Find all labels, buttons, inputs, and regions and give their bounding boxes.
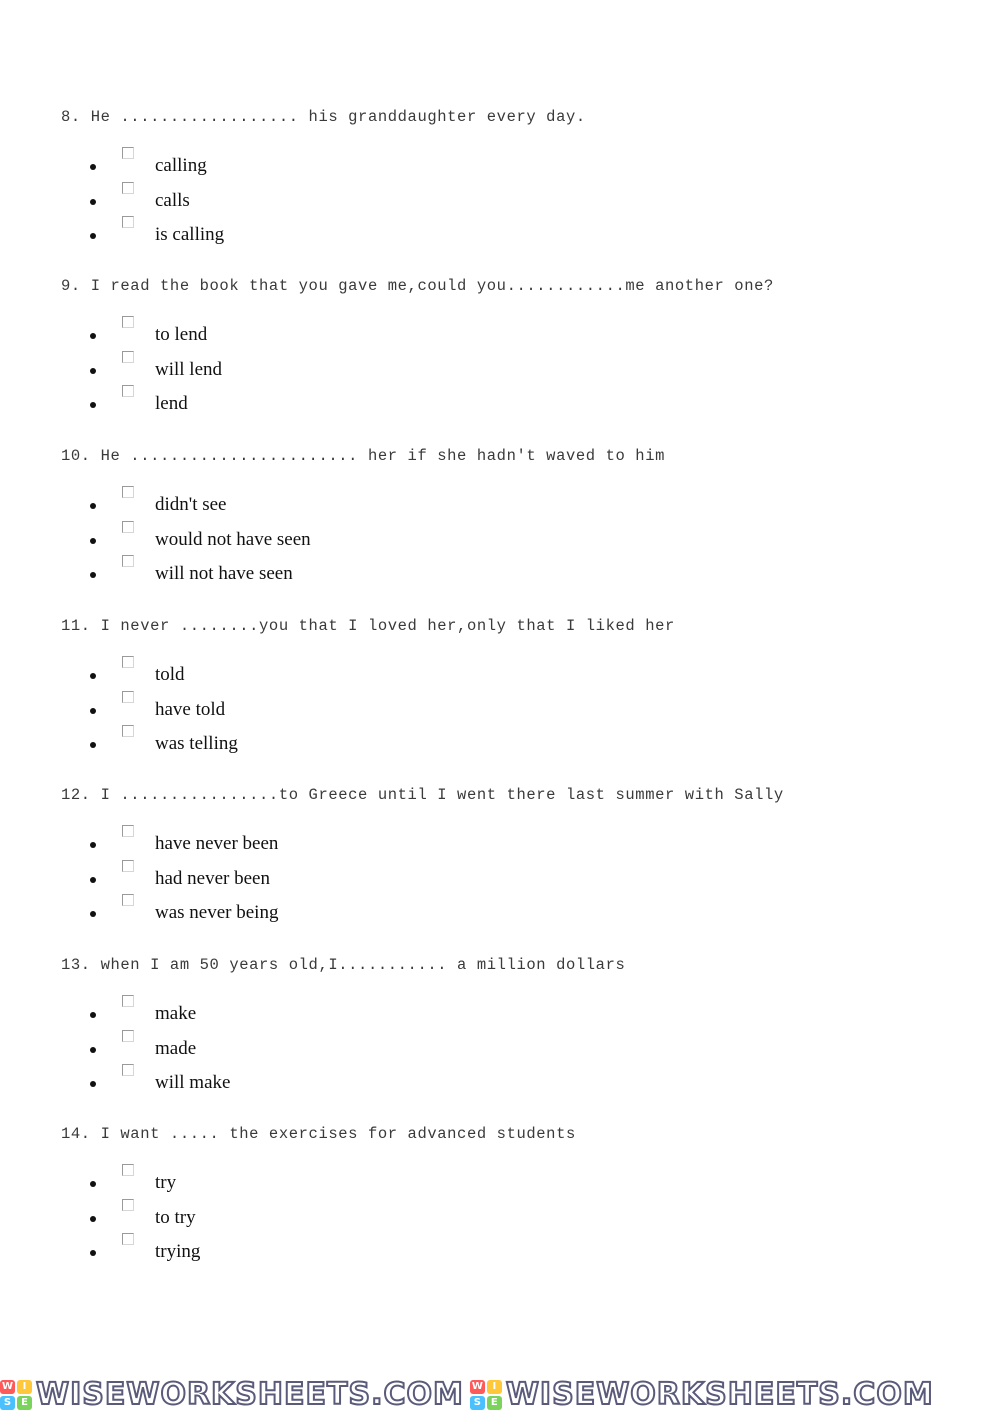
option-label: try: [155, 1172, 177, 1193]
brand-name: WISEWORKSHEETS.COM: [36, 1377, 464, 1412]
option-label: was telling: [155, 733, 238, 755]
option-item: [0, 555, 600, 590]
answer-checkbox[interactable]: [122, 725, 134, 737]
answer-checkbox[interactable]: [122, 894, 134, 906]
option-item: [0, 995, 600, 1030]
option-label: told: [155, 664, 185, 685]
bullet-icon: [90, 538, 96, 544]
option-item: [0, 486, 600, 521]
question-block: [0, 107, 1000, 277]
answer-checkbox[interactable]: [122, 147, 134, 159]
bullet-icon: [90, 742, 96, 748]
question-text: 14. I want ..... the exercises for advanced students: [61, 1125, 576, 1143]
bullet-icon: [90, 842, 96, 848]
bullet-icon: [90, 402, 96, 408]
question-block: [0, 446, 1000, 616]
answer-checkbox[interactable]: [122, 1233, 134, 1245]
option-label: lend: [155, 393, 188, 415]
bullet-icon: [90, 503, 96, 509]
bullet-icon: [90, 572, 96, 578]
footer-watermark: [0, 1376, 1000, 1413]
option-item: [0, 691, 600, 726]
options-list: [0, 825, 600, 929]
option-item: [0, 351, 600, 386]
option-label: calling: [155, 155, 207, 176]
option-item: [0, 1030, 600, 1065]
option-item: [0, 1199, 600, 1234]
option-label: to try: [155, 1206, 196, 1228]
logo-letter: E: [17, 1396, 32, 1410]
option-label: calls: [155, 189, 190, 211]
answer-checkbox[interactable]: [122, 316, 134, 328]
logo-letter: I: [17, 1380, 32, 1394]
option-item: [0, 182, 600, 217]
option-label: had never been: [155, 867, 270, 889]
bullet-icon: [90, 333, 96, 339]
option-label: will not have seen: [155, 563, 293, 585]
option-item: [0, 385, 600, 420]
question-block: [0, 616, 1000, 786]
answer-checkbox[interactable]: [122, 486, 134, 498]
brand-name: WISEWORKSHEETS.COM: [505, 1377, 934, 1412]
answer-checkbox[interactable]: [122, 1064, 134, 1076]
option-item: [0, 1164, 600, 1199]
bullet-icon: [90, 1216, 96, 1222]
option-item: [0, 725, 600, 760]
bullet-icon: [90, 1081, 96, 1087]
answer-checkbox[interactable]: [122, 385, 134, 397]
option-item: [0, 1233, 600, 1268]
answer-checkbox[interactable]: [122, 1199, 134, 1211]
question-text: 11. I never ........you that I loved her,only that I liked her: [61, 617, 675, 635]
option-label: will make: [155, 1072, 231, 1094]
options-list: [0, 995, 600, 1099]
brand-logo[interactable]: [0, 1376, 464, 1413]
logo-letter: E: [487, 1396, 502, 1410]
bullet-icon: [90, 199, 96, 205]
option-item: [0, 316, 600, 351]
answer-checkbox[interactable]: [122, 1164, 134, 1176]
bullet-icon: [90, 911, 96, 917]
bullet-icon: [90, 673, 96, 679]
option-label: would not have seen: [155, 528, 311, 550]
option-item: [0, 894, 600, 929]
answer-checkbox[interactable]: [122, 216, 134, 228]
option-item: [0, 521, 600, 556]
question-text: 9. I read the book that you gave me,could you............me another one?: [61, 277, 774, 295]
option-item: [0, 1064, 600, 1099]
logo-letter: W: [471, 1380, 483, 1392]
option-label: is calling: [155, 224, 225, 246]
question-block: [0, 785, 1000, 955]
answer-checkbox[interactable]: [122, 691, 134, 703]
option-label: made: [155, 1037, 197, 1059]
options-list: [0, 486, 600, 590]
answer-checkbox[interactable]: [122, 182, 134, 194]
answer-checkbox[interactable]: [122, 656, 134, 668]
bullet-icon: [90, 708, 96, 714]
question-text: 12. I ................to Greece until I went there last summer with Sally: [61, 786, 784, 804]
question-text: 8. He .................. his granddaughter every day.: [61, 108, 586, 126]
question-block: [0, 955, 1000, 1125]
option-item: [0, 147, 600, 182]
answer-checkbox[interactable]: [122, 825, 134, 837]
logo-letter: S: [0, 1396, 15, 1410]
option-label: have never been: [155, 833, 279, 854]
bullet-icon: [90, 164, 96, 170]
answer-checkbox[interactable]: [122, 860, 134, 872]
answer-checkbox[interactable]: [122, 995, 134, 1007]
options-list: [0, 1164, 600, 1268]
logo-letter: W: [1, 1380, 14, 1392]
bullet-icon: [90, 1181, 96, 1187]
option-label: to lend: [155, 324, 208, 345]
question-text: 13. when I am 50 years old,I........... a million dollars: [61, 956, 626, 974]
bullet-icon: [90, 1047, 96, 1053]
answer-checkbox[interactable]: [122, 555, 134, 567]
answer-checkbox[interactable]: [122, 1030, 134, 1042]
option-item: [0, 656, 600, 691]
option-label: have told: [155, 698, 226, 720]
logo-letter: I: [487, 1380, 502, 1394]
question-text: 10. He ....................... her if she hadn't waved to him: [61, 447, 665, 465]
brand-logo[interactable]: [470, 1376, 934, 1413]
logo-letter: S: [470, 1396, 485, 1410]
bullet-icon: [90, 1012, 96, 1018]
option-label: was never being: [155, 902, 279, 924]
bullet-icon: [90, 233, 96, 239]
answer-checkbox[interactable]: [122, 521, 134, 533]
option-item: [0, 825, 600, 860]
option-item: [0, 860, 600, 895]
question-block: [0, 1124, 1000, 1294]
option-label: trying: [155, 1241, 201, 1263]
answer-checkbox[interactable]: [122, 351, 134, 363]
bullet-icon: [90, 368, 96, 374]
wise-logo-icon: [0, 1380, 32, 1410]
option-label: make: [155, 1003, 197, 1024]
option-label: will lend: [155, 358, 223, 380]
bullet-icon: [90, 1250, 96, 1256]
option-item: [0, 216, 600, 251]
question-block: [0, 276, 1000, 446]
options-list: [0, 656, 600, 760]
wise-logo-icon: [470, 1380, 502, 1410]
bullet-icon: [90, 877, 96, 883]
options-list: [0, 147, 600, 251]
option-label: didn't see: [155, 494, 227, 515]
options-list: [0, 316, 600, 420]
